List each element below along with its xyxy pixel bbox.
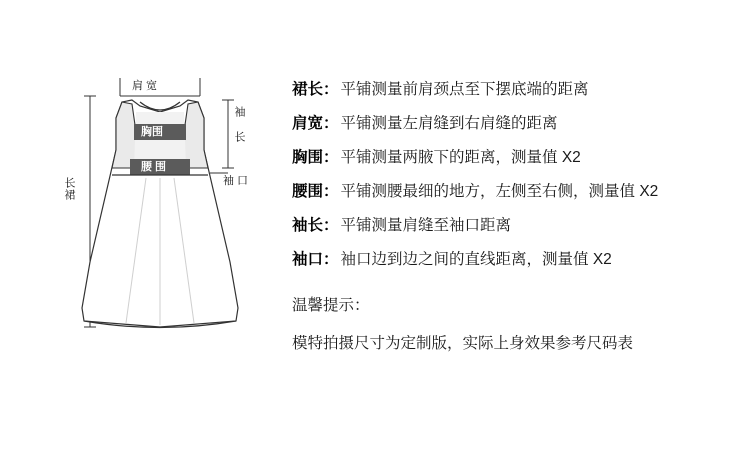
measurement-colon: ： [323, 217, 339, 234]
measurement-desc: 平铺测量两腋下的距离，测量值 X2 [340, 149, 581, 166]
measurement-term: 腰围 [292, 183, 324, 200]
measurement-row [292, 80, 737, 100]
measurement-colon: ： [323, 81, 339, 98]
measurement-term: 裙长 [292, 81, 324, 98]
measurement-term: 肩宽 [292, 115, 324, 132]
measurement-colon: ： [323, 183, 339, 200]
measurement-term: 袖长 [292, 217, 324, 234]
tips-body: 模特拍摄尺寸为定制版，实际上身效果参考尺码表 [292, 335, 634, 352]
measurement-colon: ： [323, 149, 339, 166]
measurement-row [292, 182, 737, 202]
label-cuff: 袖 口 [223, 175, 249, 187]
measurement-row [292, 148, 737, 168]
measurement-term: 袖口 [292, 251, 324, 268]
tips-heading: 温馨提示： [292, 297, 370, 314]
measurement-row [292, 250, 737, 270]
dress-measurement-diagram [60, 72, 275, 347]
measurement-desc: 平铺测量前肩颈点至下摆底端的距离 [340, 81, 589, 98]
label-sleeve-length: 袖 长 [233, 106, 245, 143]
label-waist: 腰 围 [141, 161, 167, 173]
label-bust: 胸围 [141, 126, 163, 138]
measurement-desc: 平铺测量左肩缝到右肩缝的距离 [340, 115, 558, 132]
measurement-row [292, 114, 737, 134]
measurement-colon: ： [323, 115, 339, 132]
measurement-desc: 平铺测腰最细的地方，左侧至右侧，测量值 X2 [340, 183, 659, 200]
measurement-desc: 平铺测量肩缝至袖口距离 [340, 217, 512, 234]
measurement-row [292, 216, 737, 236]
label-shoulder-width: 肩 宽 [132, 80, 158, 92]
label-dress-length: 长裙 [63, 177, 75, 201]
measurement-desc: 袖口边到边之间的直线距离，测量值 X2 [340, 251, 612, 268]
measurement-term: 胸围 [292, 149, 324, 166]
measurement-colon: ： [323, 251, 339, 268]
measurement-instructions [292, 80, 737, 354]
